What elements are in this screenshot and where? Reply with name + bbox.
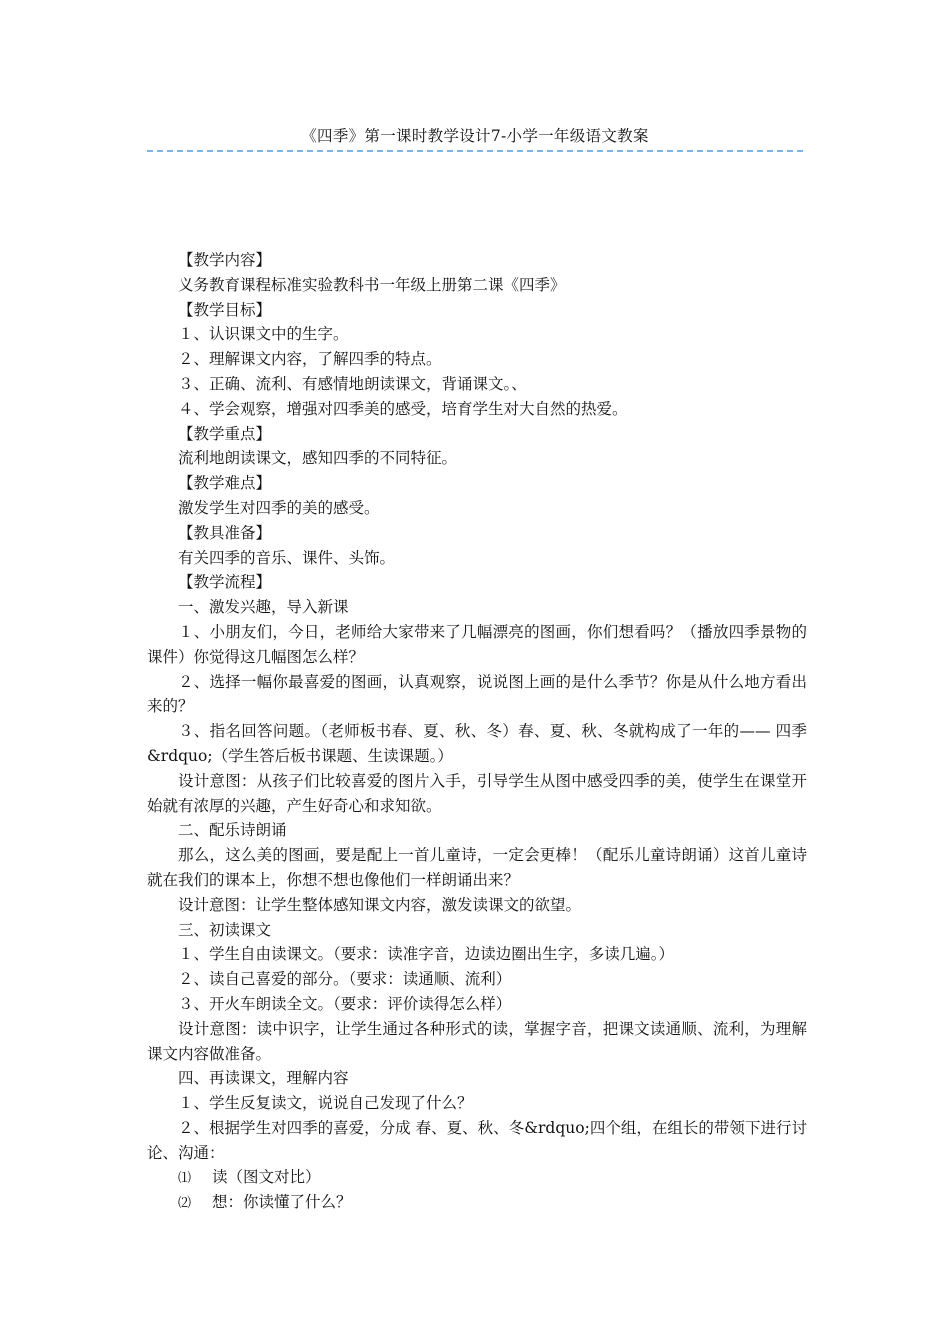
heading-goals: 【教学目标】	[178, 300, 272, 319]
difficulties-text: 激发学生对四季的美的感受。	[178, 498, 380, 517]
title-divider	[147, 150, 803, 152]
design-note: 设计意图：从孩子们比较喜爱的图片入手，引导学生从图中感受四季的美，使学生在课堂开始就有浓厚的兴趣，产生好奇心和求知欲。	[147, 771, 807, 815]
paragraph: ３、开火车朗读全文。（要求：评价读得怎么样）	[178, 994, 512, 1013]
goal-item: １、认识课文中的生字。	[178, 325, 349, 344]
heading-content: 【教学内容】	[178, 251, 272, 269]
list-marker: ⑴	[178, 1171, 192, 1187]
paragraph: 那么，这么美的图画，要是配上一首儿童诗，一定会更棒！（配乐儿童诗朗诵）这首儿童诗就在我们的课本上，你想不想也像他们一样朗诵出来？	[147, 846, 807, 889]
section-heading: 一、激发兴趣，导入新课	[178, 598, 349, 617]
list-item	[147, 1165, 807, 1190]
paragraph: ３、指名回答问题。（老师板书春、夏、秋、冬）春、夏、秋、冬就构成了一年的—— 四季&rdquo;（学生答后板书课题、生读课题。）	[147, 722, 807, 765]
goal-item: ４、学会观察，增强对四季美的感受，培育学生对大自然的热爱。	[178, 399, 628, 418]
section-heading: 二、配乐诗朗诵	[178, 821, 287, 840]
paragraph: １、学生反复读文，说说自己发现了什么？	[178, 1094, 473, 1113]
list-marker: ⑵	[178, 1196, 192, 1212]
document-title: 《四季》第一课时教学设计7-小学一年级语文教案	[301, 127, 649, 145]
paragraph: １、小朋友们，今日，老师给大家带来了几幅漂亮的图画，你们想看吗？（播放四季景物的课件）你觉得这几幅图怎么样？	[147, 622, 807, 666]
list-item-text: 读（图文对比）	[212, 1168, 321, 1187]
heading-flow: 【教学流程】	[178, 573, 272, 592]
tools-text: 有关四季的音乐、课件、头饰。	[178, 548, 396, 567]
heading-key-points: 【教学重点】	[178, 424, 272, 443]
paragraph: ２、根据学生对四季的喜爱，分成 春、夏、秋、冬&rdquo;四个组，在组长的带领下进行讨论、沟通：	[147, 1118, 807, 1162]
list-item	[147, 1190, 807, 1215]
list-item-text: 想：你读懂了什么？	[212, 1193, 352, 1212]
goal-item: ２、理解课文内容，了解四季的特点。	[178, 350, 442, 369]
goal-item: ３、正确、流利、有感情地朗读课文，背诵课文。、	[178, 374, 527, 393]
design-note: 设计意图：读中识字，让学生通过各种形式的读，掌握字音，把课文读通顺、流利，为理解课文内容做准备。	[147, 1019, 807, 1063]
content-text: 义务教育课程标准实验教科书一年级上册第二课《四季》	[178, 275, 566, 294]
document-body	[147, 248, 807, 1215]
section-heading: 三、初读课文	[178, 920, 272, 939]
paragraph: １、学生自由读课文。（要求：读准字音，边读边圈出生字，多读几遍。）	[178, 945, 675, 964]
paragraph: ２、读自己喜爱的部分。（要求：读通顺、流利）	[178, 970, 512, 989]
key-points-text: 流利地朗读课文，感知四季的不同特征。	[178, 449, 458, 468]
heading-tools: 【教具准备】	[178, 523, 272, 542]
section-heading: 四、再读课文，理解内容	[178, 1069, 349, 1088]
paragraph: ２、选择一幅你最喜爱的图画，认真观察，说说图上画的是什么季节？你是从什么地方看出来的？	[147, 672, 807, 716]
design-note: 设计意图：让学生整体感知课文内容，激发读课文的欲望。	[178, 895, 582, 914]
heading-difficulties: 【教学难点】	[178, 474, 272, 493]
